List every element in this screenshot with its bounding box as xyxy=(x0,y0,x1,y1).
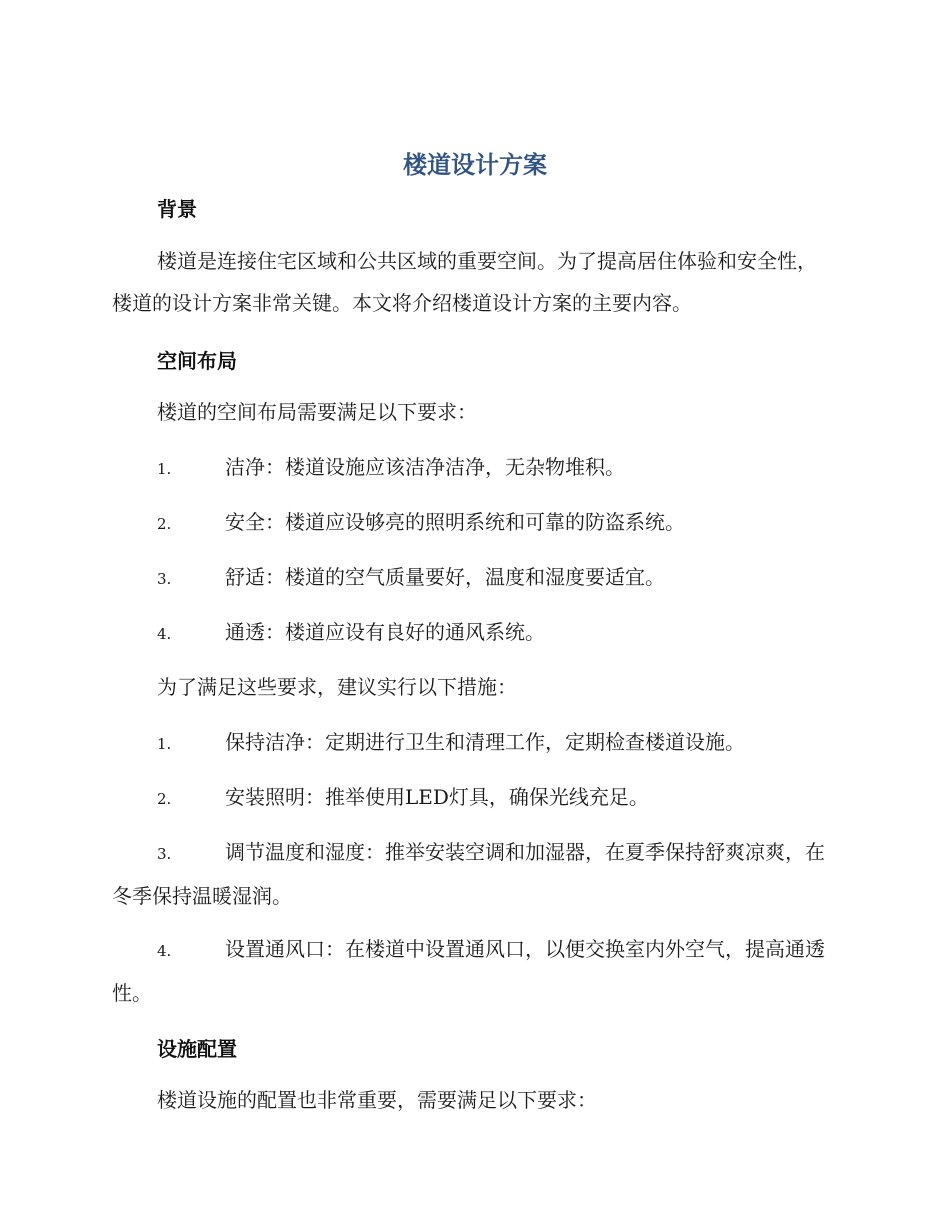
list-text: 设置通风口：在楼道中设置通风口，以便交换室内外空气，提高通透性。 xyxy=(112,937,825,1005)
list-number: 1. xyxy=(157,735,172,753)
document-title: 楼道设计方案 xyxy=(403,151,547,179)
list-number: 4. xyxy=(157,942,172,960)
measures-intro: 为了满足这些要求，建议实行以下措施： xyxy=(157,675,517,699)
list-text: 舒适：楼道的空气质量要好，温度和湿度要适宜。 xyxy=(225,565,665,589)
section-heading-background: 背景 xyxy=(157,197,197,221)
facilities-intro: 楼道设施的配置也非常重要，需要满足以下要求： xyxy=(157,1088,597,1112)
list-item xyxy=(112,611,836,655)
list-number: 4. xyxy=(157,625,172,643)
list-number: 2. xyxy=(157,790,172,808)
list-number: 1. xyxy=(157,460,172,478)
list-item xyxy=(112,556,836,600)
list-item xyxy=(112,776,836,820)
section-heading-facilities: 设施配置 xyxy=(157,1037,237,1061)
list-text: 洁净：楼道设施应该洁净洁净，无杂物堆积。 xyxy=(225,455,625,479)
list-text: 安全：楼道应设够亮的照明系统和可靠的防盗系统。 xyxy=(225,510,685,534)
layout-intro: 楼道的空间布局需要满足以下要求： xyxy=(157,400,477,424)
list-number: 3. xyxy=(157,570,172,588)
list-text: 通透：楼道应设有良好的通风系统。 xyxy=(225,620,545,644)
list-item xyxy=(112,501,836,545)
list-text: 保持洁净：定期进行卫生和清理工作，定期检查楼道设施。 xyxy=(225,730,745,754)
list-item xyxy=(112,831,836,917)
section-heading-layout: 空间布局 xyxy=(157,349,237,373)
background-paragraph: 楼道是连接住宅区域和公共区域的重要空间。为了提高居住体验和安全性，楼道的设计方案非常关键。本文将介绍楼道设计方案的主要内容。 xyxy=(112,249,817,315)
list-item xyxy=(112,928,836,1014)
list-item xyxy=(112,446,836,490)
list-item xyxy=(112,721,836,765)
list-number: 3. xyxy=(157,845,172,863)
list-text: 调节温度和湿度：推举安装空调和加湿器，在夏季保持舒爽凉爽，在冬季保持温暖湿润。 xyxy=(112,840,825,908)
list-text: 安装照明：推举使用LED灯具，确保光线充足。 xyxy=(225,785,649,809)
list-number: 2. xyxy=(157,515,172,533)
